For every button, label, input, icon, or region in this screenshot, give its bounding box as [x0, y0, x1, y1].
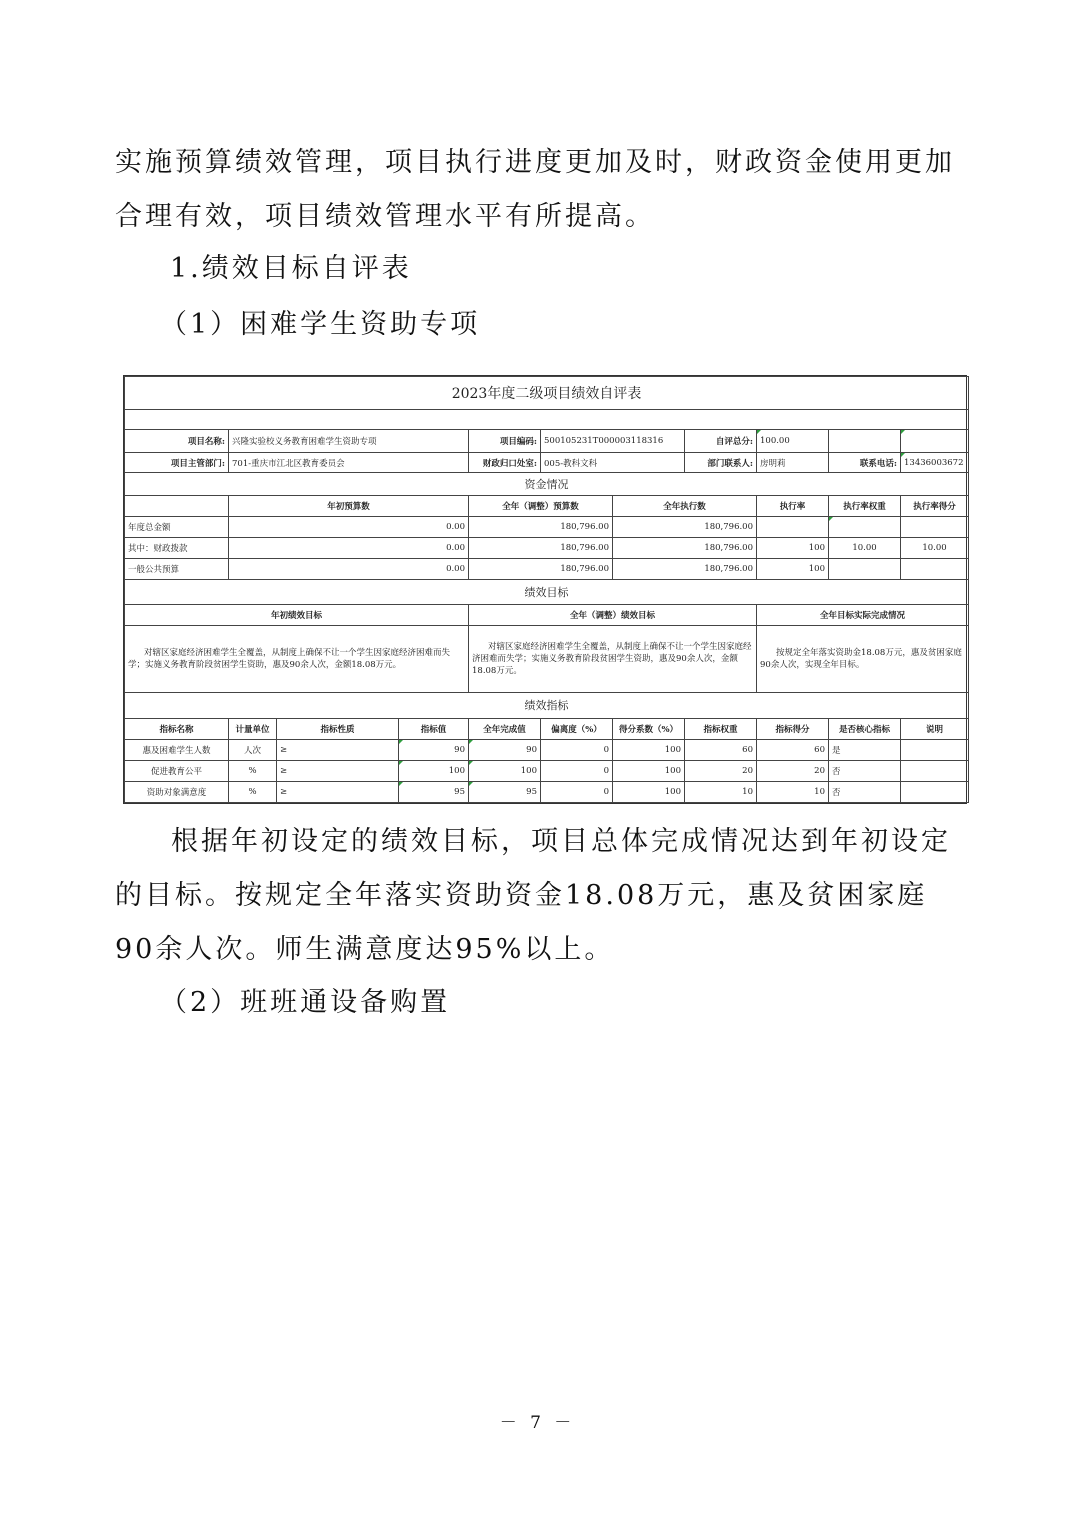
funds-initial: 0.00: [229, 537, 469, 558]
indicator-coefficient: 100: [613, 760, 685, 781]
table-title: 2023年度二级项目绩效自评表: [125, 377, 969, 410]
indicators-section-title: 绩效指标: [125, 693, 969, 718]
funds-header: 执行率: [757, 495, 829, 516]
subsection-heading-1: （1）困难学生资助专项: [160, 309, 481, 340]
dept-value: 701-重庆市江北区教育委员会: [229, 453, 469, 473]
adjusted-goal-text: 对辖区家庭经济困难学生全覆盖，从制度上确保不让一个学生因家庭经济困难而失学；实施义务教育阶段贫困学生资助，惠及90余人次，金额18.08万元。: [469, 626, 757, 693]
indicator-target: 100: [399, 760, 469, 781]
indicator-note: [901, 760, 969, 781]
indicator-header: 是否核心指标: [829, 718, 901, 739]
project-name-label: 项目名称:: [125, 430, 229, 453]
self-score-value: 100.00: [757, 430, 829, 453]
goals-section-title: 绩效目标: [125, 579, 969, 604]
subsection-heading-2: （2）班班通设备购置: [160, 987, 451, 1018]
indicator-core: 否: [829, 760, 901, 781]
funds-executed: 180,796.00: [613, 516, 757, 537]
indicator-note: [901, 739, 969, 760]
indicator-done: 90: [469, 739, 541, 760]
indicator-deviation: 0: [541, 739, 613, 760]
indicator-score: 10: [757, 781, 829, 802]
funds-row-label: 其中：财政拨款: [125, 537, 229, 558]
goals-header: 全年目标实际完成情况: [757, 605, 969, 626]
indicator-unit: %: [229, 760, 277, 781]
indicator-name: 资助对象满意度: [125, 781, 229, 802]
indicator-coefficient: 100: [613, 781, 685, 802]
indicator-coefficient: 100: [613, 739, 685, 760]
funds-initial: 0.00: [229, 516, 469, 537]
funds-weight: 10.00: [829, 537, 901, 558]
dept-label: 项目主管部门:: [125, 453, 229, 473]
indicator-header: 指标权重: [685, 718, 757, 739]
goals-header: 全年（调整）绩效目标: [469, 605, 757, 626]
funds-header: 全年（调整）预算数: [469, 495, 613, 516]
indicator-header: 全年完成值: [469, 718, 541, 739]
funds-score: 10.00: [901, 537, 969, 558]
funds-header: 全年执行数: [613, 495, 757, 516]
indicator-header: 计量单位: [229, 718, 277, 739]
indicator-score: 60: [757, 739, 829, 760]
intro-paragraph: 实施预算绩效管理，项目执行进度更加及时，财政资金使用更加合理有效，项目绩效管理水平有所提高。: [115, 147, 955, 232]
funds-executed: 180,796.00: [613, 558, 757, 579]
table-row: [125, 537, 969, 558]
funds-rate: [757, 516, 829, 537]
funds-initial: 0.00: [229, 558, 469, 579]
phone-label: 联系电话:: [829, 453, 901, 473]
self-score-label: 自评总分:: [685, 430, 757, 453]
contact-label: 部门联系人:: [685, 453, 757, 473]
funds-weight: [829, 558, 901, 579]
phone-value: 13436003672: [901, 453, 969, 473]
funds-header: 执行率权重: [829, 495, 901, 516]
summary-paragraph: 根据年初设定的绩效目标，项目总体完成情况达到年初设定的目标。按规定全年落实资助资金18.08万元，惠及贫困家庭90余人次。师生满意度达95%以上。: [115, 826, 951, 965]
indicator-unit: %: [229, 781, 277, 802]
funds-row-label: 年度总金额: [125, 516, 229, 537]
project-code-value: 500105231T000003118316: [541, 430, 685, 453]
indicator-weight: 60: [685, 739, 757, 760]
funds-rate: 100: [757, 537, 829, 558]
goals-header: 年初绩效目标: [125, 605, 469, 626]
indicator-deviation: 0: [541, 781, 613, 802]
initial-goal-text: 对辖区家庭经济困难学生全覆盖，从制度上确保不让一个学生因家庭经济困难而失学；实施义务教育阶段贫困学生资助，惠及90余人次，金额18.08万元。: [125, 626, 469, 693]
indicator-header: 说明: [901, 718, 969, 739]
indicator-score: 20: [757, 760, 829, 781]
empty-cell: [901, 430, 969, 453]
indicator-note: [901, 781, 969, 802]
indicator-weight: 20: [685, 760, 757, 781]
indicator-deviation: 0: [541, 760, 613, 781]
project-code-label: 项目编码:: [469, 430, 541, 453]
indicator-header: 指标得分: [757, 718, 829, 739]
table-row: [125, 558, 969, 579]
funds-row-label: 一般公共预算: [125, 558, 229, 579]
funds-adjusted: 180,796.00: [469, 558, 613, 579]
funds-adjusted: 180,796.00: [469, 516, 613, 537]
contact-value: 房明莉: [757, 453, 829, 473]
indicator-header: 得分系数（%）: [613, 718, 685, 739]
indicator-nature: ≥: [277, 781, 399, 802]
funds-section-title: 资金情况: [125, 473, 969, 495]
page-number: － 7 －: [499, 1413, 576, 1433]
indicator-target: 95: [399, 781, 469, 802]
actual-goal-text: 按规定全年落实资助金18.08万元，惠及贫困家庭90余人次，实现全年目标。: [757, 626, 969, 693]
table-row: [125, 760, 969, 781]
funds-score: [901, 558, 969, 579]
blank-row: [125, 410, 969, 430]
indicator-header: 指标名称: [125, 718, 229, 739]
indicator-header: 指标性质: [277, 718, 399, 739]
indicator-core: 是: [829, 739, 901, 760]
funds-executed: 180,796.00: [613, 537, 757, 558]
indicator-name: 促进教育公平: [125, 760, 229, 781]
indicator-done: 100: [469, 760, 541, 781]
indicator-target: 90: [399, 739, 469, 760]
office-label: 财政归口处室:: [469, 453, 541, 473]
indicator-nature: ≥: [277, 760, 399, 781]
funds-weight: [829, 516, 901, 537]
indicator-weight: 10: [685, 781, 757, 802]
indicator-header: 偏离度（%）: [541, 718, 613, 739]
indicator-name: 惠及困难学生人数: [125, 739, 229, 760]
funds-header: 年初预算数: [229, 495, 469, 516]
empty-cell: [829, 430, 901, 453]
section-heading-1: 1.绩效目标自评表: [170, 253, 412, 284]
indicator-nature: ≥: [277, 739, 399, 760]
indicator-done: 95: [469, 781, 541, 802]
funds-adjusted: 180,796.00: [469, 537, 613, 558]
table-row: [125, 781, 969, 802]
performance-evaluation-table: [123, 375, 967, 804]
indicator-core: 否: [829, 781, 901, 802]
table-row: [125, 516, 969, 537]
table-row: [125, 739, 969, 760]
indicator-unit: 人次: [229, 739, 277, 760]
funds-header-empty: [125, 495, 229, 516]
office-value: 005-教科文科: [541, 453, 685, 473]
project-name-value: 兴隆实验校义务教育困难学生资助专项: [229, 430, 469, 453]
funds-rate: 100: [757, 558, 829, 579]
funds-header: 执行率得分: [901, 495, 969, 516]
funds-score: [901, 516, 969, 537]
indicator-header: 指标值: [399, 718, 469, 739]
